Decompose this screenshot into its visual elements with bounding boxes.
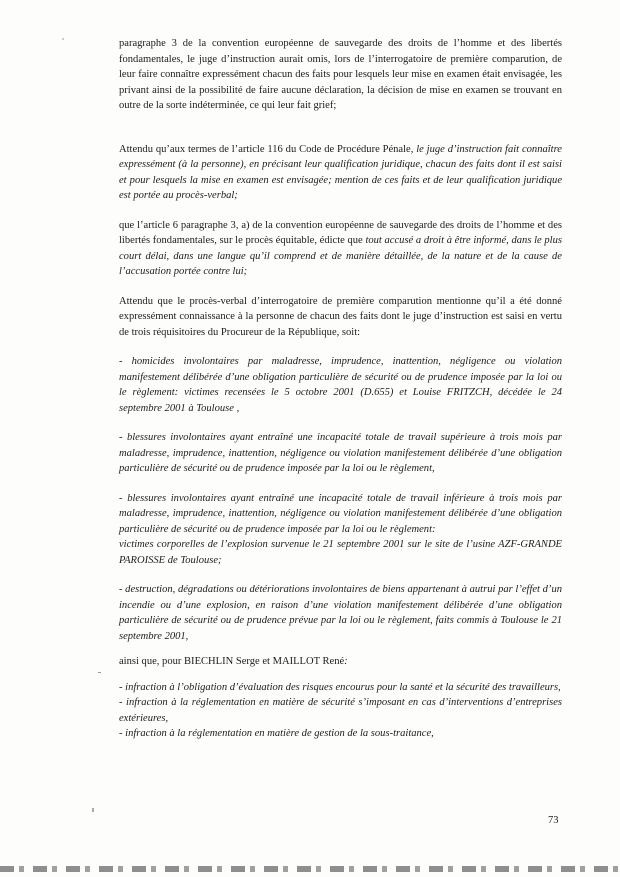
scan-bottom-edge bbox=[0, 866, 620, 872]
paragraph-article-116 bbox=[119, 142, 562, 204]
paragraph-ainsi-que bbox=[119, 654, 562, 670]
paragraph-article-6 bbox=[119, 218, 562, 280]
victims-explosion: victimes corporelles de l’explosion survenue le 21 septembre 2001 sur le site de l’usine AZF-GRANDE PAROISSE de Toulouse; bbox=[119, 539, 562, 566]
article-116-quote: le juge d’instruction fait connaître expressément (à la personne), en précisant leur qualification juridique, chacun des faits dont il est saisi et pour lesquels la mise en examen est envisagée; mention de ces faits et de leur qualification juridique est portée au procès-verbal; bbox=[119, 143, 562, 201]
paragraph-proces-verbal: Attendu que le procès-verbal d’interrogatoire de première comparution mentionne qu’il a été donné expressément connaissance à la personne de chacun des faits dont le juge d’instruction est saisi en vertu de trois réquisitoires du Procureur de la République, soit: bbox=[119, 295, 562, 338]
charge-evaluation-risques: - infraction à l’obligation d’évaluation des risques encourus pour la santé et la sécurité des travailleurs, bbox=[119, 681, 561, 693]
scan-speck bbox=[92, 808, 94, 812]
scan-speck bbox=[62, 38, 64, 40]
charge-destruction: - destruction, dégradations ou détériorations involontaires de biens appartenant à autrui par l’effet d’un incendie ou d’une explosion, en raison d’une violation manifestement délibérée d’une obligation particulière de sécurité ou de prudence prévue par la loi ou le règlement, faits commis à Toulouse le 21 septembre 2001, bbox=[119, 584, 562, 642]
article-6-quote: tout accusé a droit à être informé, dans le plus court délai, dans une langue qu’il comprend et de manière détaillée, de la nature et de la cause de l’accusation portée contre lui; bbox=[119, 235, 562, 277]
charge-entreprises-exterieures: - infraction à la réglementation en matière de sécurité s’imposant en cas d’interventions d’entreprises extérieures, bbox=[119, 697, 562, 724]
charge-blessures-inferieure: - blessures involontaires ayant entraîné une incapacité totale de travail inférieure à trois mois par maladresse, imprudence, inattention, négligence ou violation manifestement délibérée d’une obligation particulière de sécurité ou de prudence imposée par la loi ou le règlement: bbox=[119, 492, 562, 535]
ainsi-que-colon: : bbox=[344, 656, 348, 667]
article-116-intro: Attendu qu’aux termes de l’article 116 du Code de Procédure Pénale, bbox=[119, 143, 417, 155]
article-6-intro: que l’article 6 paragraphe 3, a) de la convention européenne de sauvegarde des droits de l’homme et des libertés fondamentales, sur le procès équitable, édicte que bbox=[119, 219, 562, 246]
ainsi-que-text: ainsi que, pour BIECHLIN Serge et MAILLOT René bbox=[119, 656, 345, 667]
charge-blessures-superieure: - blessures involontaires ayant entraîné une incapacité totale de travail supérieure à trois mois par maladresse, imprudence, inattention, négligence ou violation manifestement délibérée d’une obligation particulière de sécurité ou de prudence imposée par la loi ou le règlement, bbox=[119, 432, 562, 474]
charge-sous-traitance: - infraction à la réglementation en matière de gestion de la sous-traitance, bbox=[119, 728, 434, 739]
page-number: 73 bbox=[548, 815, 559, 826]
scan-speck bbox=[98, 672, 101, 673]
paragraph-grief: paragraphe 3 de la convention européenne de sauvegarde des droits de l’homme et des libertés fondamentales, le juge d’instruction aurait omis, lors de l’interrogatoire de première comparution, de leur faire connaître expressément chacun des faits pour lesquels leur mise en examen était envisagée, les privant ainsi de la possibilité de faire aucune déclaration, la décision de mise en examen se trouvant en outre de la sorte indéterminée, ce qui leur fait grief; bbox=[119, 38, 562, 111]
charge-homicides: - homicides involontaires par maladresse, imprudence, inattention, négligence ou violation manifestement délibérée d’une obligation particulière de sécurité ou de prudence imposée par la loi ou le règlement: victimes recensées le 5 octobre 2001 (D.655) et Louise FRITZCH, décédée le 24 septembre 2001 à Toulouse , bbox=[119, 356, 562, 414]
body-text bbox=[119, 36, 562, 742]
